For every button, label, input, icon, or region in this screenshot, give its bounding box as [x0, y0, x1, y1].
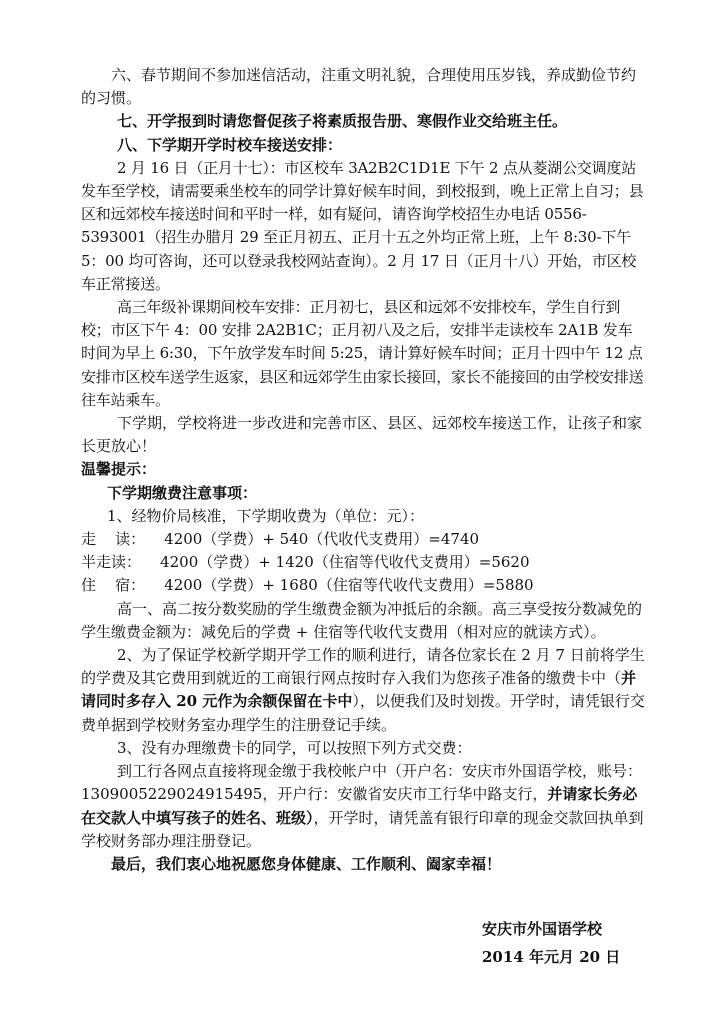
fee-row-day: 走 读： 4200（学费）+ 540（代收代支费用）=4740 [81, 530, 480, 549]
payment-card-text-c: ），以便我们及时划拨。开学时，请凭银行交费单据到学校财务室办理学生的注册登记手续。 [81, 692, 645, 734]
fee-row-board: 住 宿： 4200（学费）+ 1680（住宿等代收代支费用）=5880 [81, 576, 534, 595]
document-body [81, 64, 647, 876]
payment-card-text-a: 2、为了保证学校新学期开学工作的顺利进行，请各位家长在 2 月 7 日前将学生的学费及其它费用到就近的工商银行网点按时存入我们为您孩子准备的缴费卡中（ [81, 646, 645, 688]
paragraph-payment-card [81, 644, 647, 737]
closing-wishes: 最后，我们衷心地祝愿您身体健康、工作顺利、阖家幸福！ [111, 854, 502, 873]
fee-intro: 1、经物价局核准，下学期收费为（单位：元）： [107, 506, 425, 525]
paragraph-bus-schedule: 2 月 16 日（正月十七）：市区校车 3A2B2C1D1E 下午 2 点从菱湖公交调度站发车至学校，请需要乘坐校车的同学计算好候车时间，到校报到，晚上正常上自习；县区和远郊校车接送时间和平时一样，如有疑问，请咨询学校招生办电话 0556-5393001（招生办腊月 29 至正月初五、正月十五之外均正常上班，上午 8:30-下午 5：00 均可咨询，还可以登录我校网站查询）。2 月 17 日（正月十八）开始，市区校车正常接送。 [81, 158, 644, 293]
signature-school: 安庆市外国语学校 [482, 920, 603, 938]
paragraph-improvement: 下学期，学校将进一步改进和完善市区、县区、远郊校车接送工作，让孩子和家长更放心！ [81, 414, 643, 456]
bank-text-c: ，开学时，请凭盖有银行印章的现金交款回执单到学校财务部办理注册登记。 [81, 808, 644, 850]
paragraph-senior-bus: 高三年级补课期间校车安排：正月初七，县区和远郊不安排校车，学生自行到校；市区下午 4：00 安排 2A2B1C；正月初八及之后，安排半走读校车 2A1B 发车时间为早上 6:30，下午放学发车时间 5:25，请计算好候车时间；正月十四中午 12 点安排市区校车送学生返家，县区和远郊学生由家长接回，家长不能接回的由学校安排送往车站乘车。 [81, 298, 644, 409]
fee-title: 下学期缴费注意事项： [107, 483, 258, 502]
bank-emphasis: 并请家长务必在交款人中填写孩子的姓名、班级） [81, 785, 638, 827]
fee-row-half: 半走读： 4200（学费）+ 1420（住宿等代收代支费用）=5620 [81, 553, 530, 572]
paragraph-scholarship: 高一、高二按分数奖励的学生缴费金额为冲抵后的余额。高三享受按分数减免的学生缴费金额为：减免后的学费 + 住宿等代收代支费用（相对应的就读方式）。 [81, 599, 643, 641]
payment-card-emphasis: 并请同时多存入 20 元作为余额保留在卡中 [81, 669, 637, 711]
paragraph-bank-account [81, 760, 647, 853]
paragraph-six: 六、春节期间不参加迷信活动，注重文明礼貌，合理使用压岁钱，养成勤俭节约的习惯。 [81, 66, 637, 108]
tips-title: 温馨提示： [81, 460, 157, 479]
signature-date: 2014 年元月 20 日 [482, 948, 621, 966]
paragraph-no-card: 3、没有办理缴费卡的同学，可以按照下列方式交费： [117, 738, 472, 757]
paragraph-eight-heading: 八、下学期开学时校车接送安排： [117, 135, 343, 154]
bank-text-a: 到工行各网点直接将现金缴于我校帐户中（开户名：安庆市外国语学校，账号：1309005229024915495，开户行：安徽省安庆市工行华中路支行， [81, 762, 643, 804]
paragraph-seven: 七、开学报到时请您督促孩子将素质报告册、寒假作业交给班主任。 [117, 112, 568, 131]
